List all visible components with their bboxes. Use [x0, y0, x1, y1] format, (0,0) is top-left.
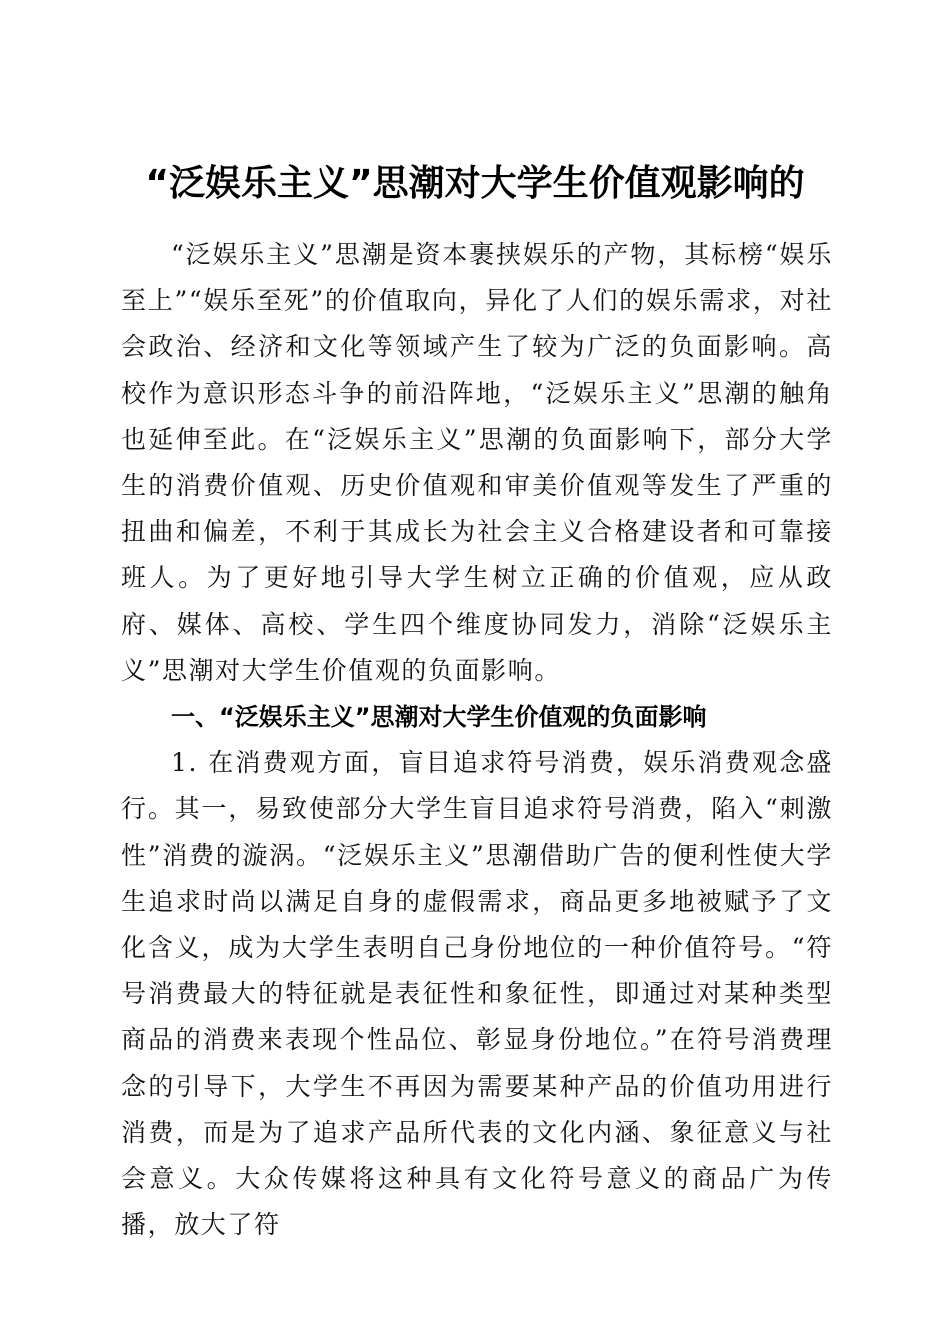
intro-paragraph: “泛娱乐主义”思潮是资本裹挟娱乐的产物，其标榜“娱乐至上”“娱乐至死”的价值取向，异化了人们的娱乐需求，对社会政治、经济和文化等领域产生了较为广泛的负面影响。高校作为意识形态斗争的前沿阵地，“泛娱乐主义”思潮的触角也延伸至此。在“泛娱乐主义”思潮的负面影响下，部分大学生的消费价值观、历史价值观和审美价值观等发生了严重的扭曲和偏差，不利于其成长为社会主义合格建设者和可靠接班人。为了更好地引导大学生树立正确的价值观，应从政府、媒体、高校、学生四个维度协同发力，消除“泛娱乐主义”思潮对大学生价值观的负面影响。 — [121, 240, 833, 685]
consumption-paragraph: 1. 在消费观方面，盲目追求符号消费，娱乐消费观念盛行。其一，易致使部分大学生盲目追求符号消费，陷入“刺激性”消费的漩涡。“泛娱乐主义”思潮借助广告的便利性使大学生追求时尚以满足自身的虚假需求，商品更多地被赋予了文化含义，成为大学生表明自己身份地位的一种价值符号。“符号消费最大的特征就是表征性和象征性，即通过对某种类型商品的消费来表现个性品位、彰显身份地位。”在符号消费理念的引导下，大学生不再因为需要某种产品的价值功用进行消费，而是为了追求产品所代表的文化内涵、象征意义与社会意义。大众传媒将这种具有文化符号意义的商品广为传播，放大了符 — [121, 748, 833, 1240]
document-title: “泛娱乐主义”思潮对大学生价值观影响的 — [145, 163, 805, 205]
section-heading: 一、“泛娱乐主义”思潮对大学生价值观的负面影响 — [171, 703, 707, 732]
document-body — [121, 232, 833, 1248]
